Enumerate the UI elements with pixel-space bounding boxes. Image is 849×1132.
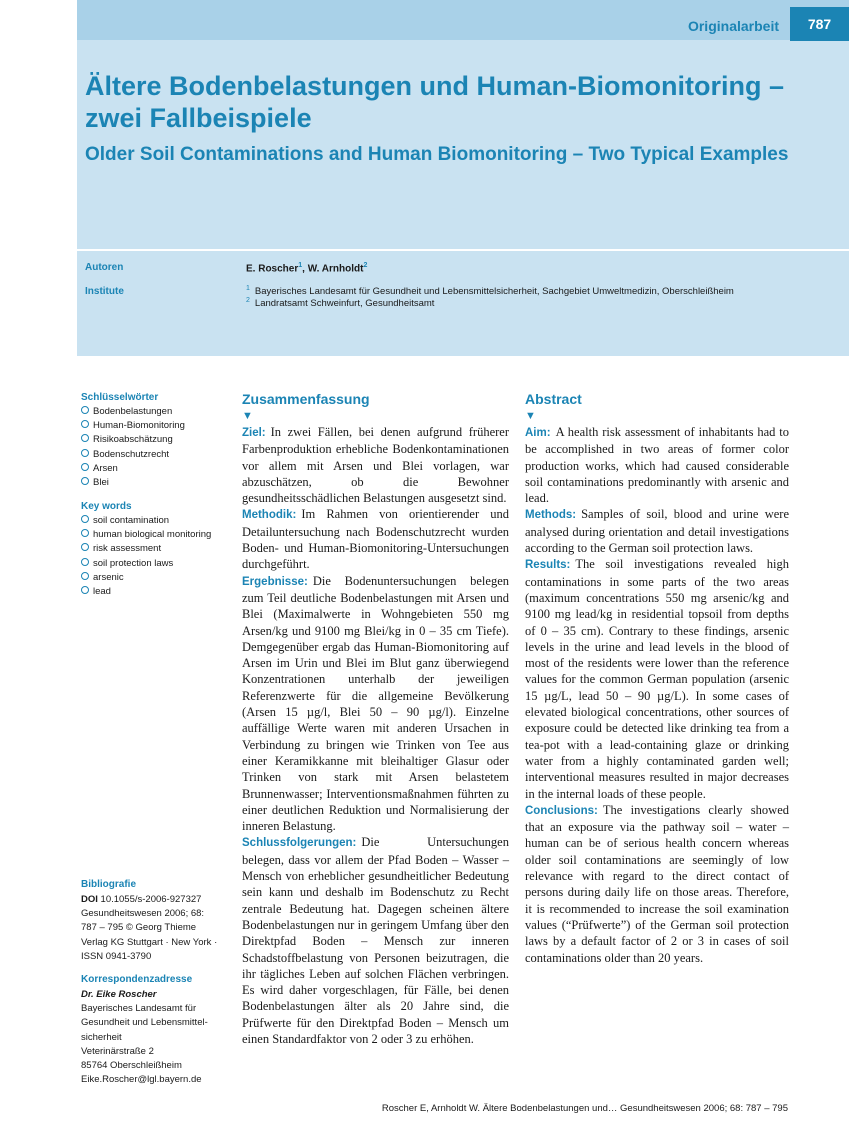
keywords-en-list [81, 514, 211, 599]
keyword-item [81, 542, 211, 556]
institute-item [246, 297, 434, 309]
institute-text: Bayerisches Landesamt für Gesundheit und Lebensmittelsicherheit, Sachgebiet Umweltmedizin, Oberschleißheim [254, 286, 734, 298]
author-affiliation-mark: 2 [363, 262, 368, 269]
keyword-item [81, 448, 185, 462]
address-line: Bayerisches Landesamt für [81, 1003, 197, 1015]
section-label: Methods: [525, 509, 577, 522]
bibliography-block [81, 893, 231, 964]
abstract-german [242, 390, 509, 1047]
header-divider [77, 249, 849, 251]
abstract-section [525, 556, 789, 801]
section-text: Samples of soil, blood and urine were analysed during orientation and detail investigations according to the German soil protection laws. [525, 507, 789, 556]
keyword-text: Risikoabschätzung [93, 434, 173, 446]
keyword-item [81, 462, 185, 476]
section-text: The investigations clearly showed that an exposure via the pathway soil – water – human can be of serious health concern whereas older soil contaminations are seemingly of low relevance with regard to the direct contact of persons during daily life on those areas. Therefore, it is recommended to increase the soil examination values (“Prüfwerte”) of the German soil protection laws by a default factor of 2 or 3 in cases of soil contaminations older than 20 years. [525, 802, 789, 965]
abstract-section [242, 573, 509, 835]
keyword-item [81, 405, 185, 419]
section-label: Originalarbeit [687, 18, 779, 34]
keyword-item [81, 433, 185, 447]
keywords-de-list [81, 405, 185, 490]
circle-bullet-icon [81, 543, 89, 551]
abstract-section [242, 424, 509, 506]
section-text: A health risk assessment of inhabitants had to be accomplished in two areas of former color production works, which had caused considerable soil contaminations predominantly with arsenic and lead. [525, 425, 789, 506]
keyword-item [81, 571, 211, 585]
section-text: The soil investigations revealed high contaminations in some parts of the two areas (maximum concentrations 550 mg arsenic/kg and 9100 mg lead/kg in residential topsoil from depths of 0 – 35 cm). Contrary to these findings, arsenic levels in the urine and lead levels in the blood of most of the residents were lower than the reference values for the common German population (arsenic 15 µg/L, lead 50 – 90 µg/L). In some cases of elevated biological concentrations, other sources of exposure could be detected like drinking tea from a tea-pot with a lead-containing glaze or drinking water from a highly contaminated garden well; interventional measures resulted in major decreases in the internal loads of these people. [525, 557, 789, 801]
keywords-en-heading: Key words [81, 501, 132, 512]
bibliography-line: Verlag KG Stuttgart · New York · [81, 936, 218, 948]
keyword-text: soil contamination [93, 515, 170, 526]
keyword-text: Bodenschutzrecht [93, 448, 170, 460]
triangle-marker-icon: ▼ [242, 410, 253, 422]
keyword-text: risk assessment [93, 543, 162, 555]
institute-item [246, 285, 734, 297]
keyword-item [81, 514, 211, 528]
section-label: Methodik: [242, 509, 297, 522]
author-name: W. Arnholdt [307, 263, 364, 275]
authors-list [246, 262, 367, 274]
header-band [77, 0, 849, 356]
abstract-english [525, 390, 789, 966]
circle-bullet-icon [81, 434, 89, 442]
section-label: Results: [525, 559, 571, 572]
doi-value: 10.1055/s-2006-927327 [100, 894, 202, 905]
keyword-text: Human-Biomonitoring [93, 420, 185, 432]
keywords-de-heading: Schlüsselwörter [81, 392, 159, 403]
abstract-section [525, 802, 789, 966]
institute-text: Landratsamt Schweinfurt, Gesundheitsamt [254, 298, 435, 310]
keyword-text: Bodenbelastungen [93, 406, 173, 417]
keyword-text: Arsen [93, 462, 118, 474]
address-line: Gesundheit und Lebensmittel- [81, 1017, 208, 1029]
bibliography-heading: Bibliografie [81, 879, 137, 890]
abstract-section [525, 506, 789, 556]
correspondence-heading: Korrespondenzadresse [81, 974, 193, 985]
title-de-line1: Ältere Bodenbelastungen und Human-Biomonitoring – [85, 71, 785, 101]
triangle-marker-icon: ▼ [525, 410, 536, 422]
section-text: Die Bodenuntersuchungen belegen zum Teil deutliche Bodenbelastungen mit Arsen und Blei (Maximalwerte in Wohngebieten 550 mg Arsen/kg und 9100 mg Blei/kg in 0 – 35 cm Tiefe). Demgegenüber ergab das Human-Biomonitoring auf Arsen im Urin und Blei im Blut ganz überwiegend Konzentrationen unterhalb der jeweiligen Referenzwerte für die allgemeine Bevölkerung (Arsen 15 µg/l, Blei 50 – 90 µg/l). Einzelne auffällige Werte waren mit anderen Ursachen in Verbindung zu bringen wie Trinken von Tee aus einer Keramikkanne mit bleihaltiger Glasur oder Trinken von stark mit Arsen belastetem Brunnenwasser; Interventionsmaßnahmen führten zu einer deutlichen Reduktion und Normalisierung der inneren Belastung. [242, 573, 509, 834]
abstract-section [242, 506, 509, 572]
bibliography-line: Gesundheitswesen 2006; 68: [81, 908, 205, 920]
section-label: Schlussfolgerungen: [242, 837, 357, 850]
keyword-text: soil protection laws [93, 557, 174, 569]
article-title-german [85, 70, 825, 134]
section-label: Ergebnisse: [242, 575, 308, 588]
address-line: Veterinärstraße 2 [81, 1045, 154, 1057]
keyword-item [81, 476, 185, 490]
circle-bullet-icon [81, 406, 89, 414]
circle-bullet-icon [81, 529, 89, 537]
page-number: 787 [790, 7, 849, 41]
title-de-line2: zwei Fallbeispiele [85, 103, 312, 133]
circle-bullet-icon [81, 558, 89, 566]
correspondence-name: Dr. Eike Roscher [81, 989, 157, 1000]
institutes-label: Institute [85, 286, 124, 297]
footer-citation: Roscher E, Arnholdt W. Ältere Bodenbelastungen und… Gesundheitswesen 2006; 68: 787 – 795 [381, 1103, 788, 1114]
institute-number: 1 [246, 285, 250, 292]
top-bar [77, 0, 849, 40]
circle-bullet-icon [81, 586, 89, 594]
circle-bullet-icon [81, 477, 89, 485]
abstract-german-heading: Zusammenfassung [242, 391, 370, 407]
keyword-text: human biological monitoring [93, 529, 212, 541]
bibliography-line: 787 – 795 © Georg Thieme [81, 922, 197, 934]
keyword-item [81, 419, 185, 433]
section-label: Ziel: [242, 427, 266, 439]
doi-label: DOI [81, 894, 98, 905]
keyword-item [81, 528, 211, 542]
circle-bullet-icon [81, 449, 89, 457]
authors-label: Autoren [85, 262, 124, 273]
keyword-item [81, 585, 211, 599]
article-title-english: Older Soil Contaminations and Human Biomonitoring – Two Typical Examples [85, 144, 789, 165]
circle-bullet-icon [81, 515, 89, 523]
address-line: sicherheit [81, 1031, 122, 1043]
keyword-text: arsenic [93, 571, 124, 583]
address-line: 85764 Oberschleißheim [81, 1060, 182, 1072]
doi-line [81, 893, 231, 907]
circle-bullet-icon [81, 463, 89, 471]
circle-bullet-icon [81, 420, 89, 428]
section-text: In zwei Fällen, bei denen aufgrund früherer Farbenproduktion erhebliche Bodenkontaminationen vor allem mit Arsen und Blei vorlagen, war abzuschätzen, ob die Bewohner gesundheitsschädlichen Belastungen ausgesetzt sind. [242, 425, 509, 506]
correspondence-block [81, 988, 231, 1087]
keyword-text: Blei [93, 476, 109, 488]
keyword-item [81, 557, 211, 571]
section-text: Im Rahmen von orientierender und Detailuntersuchung nach Bodenschutzrecht wurden Boden- und Human-Biomonitoring-Untersuchungen durchgeführt. [242, 507, 509, 572]
section-label: Aim: [525, 427, 551, 439]
author-separator: , [302, 263, 308, 275]
institute-number: 2 [246, 297, 250, 304]
circle-bullet-icon [81, 572, 89, 580]
author-name: E. Roscher [246, 263, 299, 275]
section-text: Die Untersuchungen belegen, dass vor allem der Pfad Boden – Wasser – Mensch von erheblicher gesundheitlicher Bedeutung sein kann und deshalb im Bodenschutz zu Recht zentrale Bedeutung hat. Dagegen scheinen ältere Bodenbelastungen nur in geringem Umfang über den Direktpfad Boden – Mensch zur inneren Schadstoffbelastung von Personen beizutragen, die ihr tägliches Leben auf solchen Flächen verbringen. Es wird daher vorgeschlagen, für Fälle, bei denen Bodenbelastungen älter als 20 Jahre sind, die Prüfwerte für den Direktpfad Boden – Mensch um einen Standardfaktor von 2 oder 3 zu erhöhen. [242, 835, 509, 1046]
email-address: Eike.Roscher@lgl.bayern.de [81, 1074, 202, 1086]
bibliography-line: ISSN 0941-3790 [81, 950, 152, 962]
abstract-section [242, 834, 509, 1047]
abstract-section [525, 424, 789, 506]
section-label: Conclusions: [525, 804, 598, 817]
abstract-english-heading: Abstract [525, 391, 582, 407]
keyword-text: lead [93, 585, 111, 597]
author-affiliation-mark: 1 [298, 262, 303, 269]
